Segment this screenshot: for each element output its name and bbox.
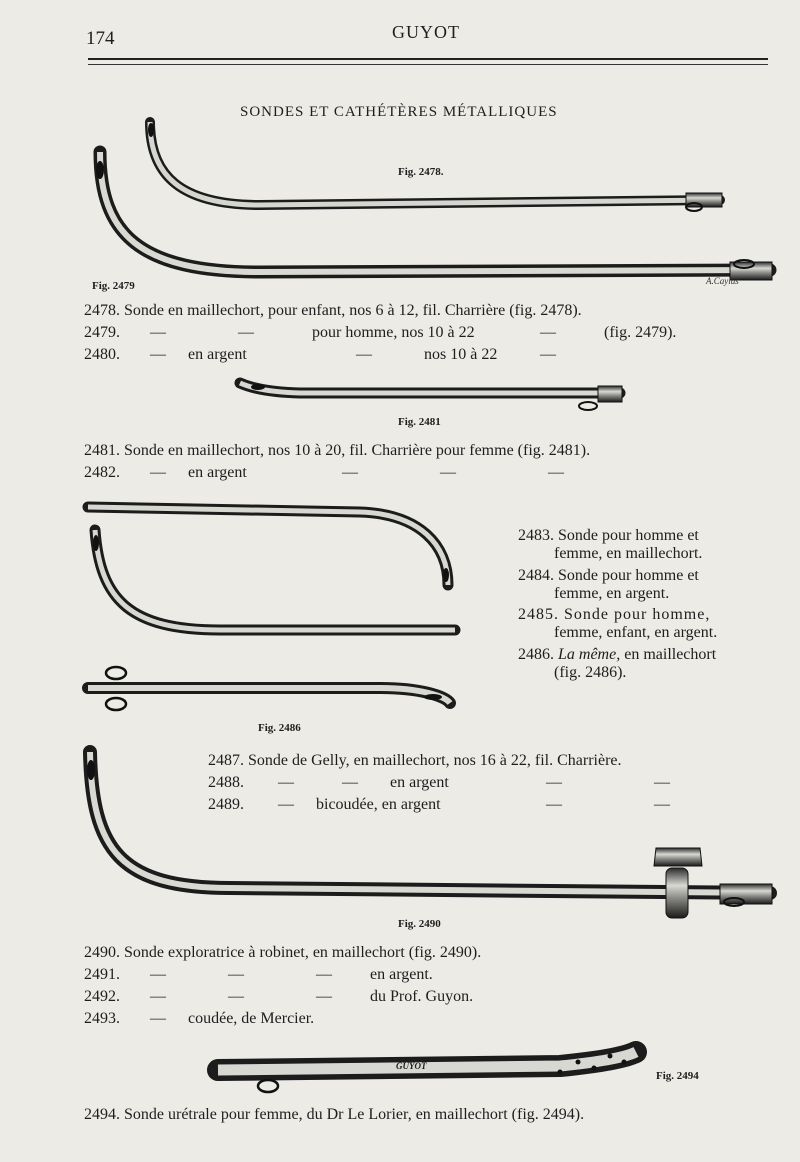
figure-caption-2486: Fig. 2486: [258, 722, 301, 734]
ditto-mark: —: [546, 796, 562, 813]
entry-text: du Prof. Guyon.: [370, 988, 474, 1005]
ditto-mark: —: [540, 346, 556, 363]
catalog-entry: [84, 1010, 120, 1028]
ditto-mark: —: [548, 464, 564, 481]
entry-number: 2491.: [84, 966, 120, 983]
ditto-mark: —: [150, 324, 166, 341]
ditto-mark: —: [654, 796, 670, 813]
entry-number: 2493.: [84, 1010, 120, 1027]
entry-text: femme, en maillechort.: [554, 545, 703, 562]
ditto-mark: —: [278, 796, 294, 813]
entry-number: 2485.: [518, 606, 559, 623]
entry-number: 2490.: [84, 944, 120, 961]
ditto-mark: —: [150, 464, 166, 481]
catheter-2484-image: [93, 530, 455, 630]
entry-number: 2482.: [84, 464, 120, 481]
entry-text: femme, enfant, en argent.: [554, 624, 718, 641]
ditto-mark: —: [356, 346, 372, 363]
entry-text: Sonde exploratrice à robinet, en maillechort (fig. 2490).: [124, 944, 482, 961]
entry-number: 2486.: [518, 646, 554, 663]
entry-text: pour homme, nos 10 à 22: [312, 324, 475, 341]
ditto-mark: —: [150, 346, 166, 363]
entry-number: 2494.: [84, 1106, 120, 1123]
catalog-entry: [84, 346, 120, 364]
ditto-mark: —: [150, 966, 166, 983]
ditto-mark: —: [540, 324, 556, 341]
catalog-entry: [208, 752, 622, 770]
entry-number: 2488.: [208, 774, 244, 791]
entry-text: (fig. 2486).: [554, 664, 627, 681]
entry-text: en maillechort: [620, 646, 717, 663]
catheter-2481-image: [240, 383, 622, 410]
ditto-mark: —: [342, 774, 358, 791]
entry-number: 2478.: [84, 302, 120, 319]
ditto-mark: —: [238, 324, 254, 341]
figure-caption-2478: Fig. 2478.: [398, 166, 444, 178]
catalog-entry: [518, 646, 716, 664]
entry-number: 2487.: [208, 752, 244, 769]
entry-text: en argent: [188, 464, 247, 481]
ditto-mark: —: [228, 966, 244, 983]
ditto-mark: —: [440, 464, 456, 481]
entry-text-italic: La même,: [558, 646, 621, 663]
ditto-mark: —: [150, 1010, 166, 1027]
ditto-mark: —: [546, 774, 562, 791]
figure-caption-2481: Fig. 2481: [398, 416, 441, 428]
catalog-entry: [518, 527, 699, 545]
catalog-entry: [518, 567, 699, 585]
entry-number: 2479.: [84, 324, 120, 341]
entry-text: Sonde pour homme et: [558, 527, 699, 544]
catalog-entry: [84, 1106, 584, 1124]
entry-number: 2492.: [84, 988, 120, 1005]
entry-text: en argent: [188, 346, 247, 363]
catalog-entry: [84, 442, 590, 460]
page-number: 174: [86, 28, 115, 49]
catheter-2486-image: [88, 667, 450, 710]
engraver-signature: A.Caylus: [706, 276, 739, 286]
entry-text: Sonde pour homme,: [564, 606, 711, 623]
entry-text: en argent: [390, 774, 449, 791]
entry-text: Sonde en maillechort, nos 10 à 20, fil. Charrière pour femme (fig. 2481).: [124, 442, 591, 459]
entry-text: Sonde en maillechort, pour enfant, nos 6 à 12, fil. Charrière (fig. 2478).: [124, 302, 582, 319]
catalog-entry: [84, 464, 120, 482]
figure-caption-2494: Fig. 2494: [656, 1070, 699, 1082]
catalog-entry: [84, 944, 481, 962]
entry-text: bicoudée, en argent: [316, 796, 441, 813]
entry-number: 2481.: [84, 442, 120, 459]
figure-caption-2490: Fig. 2490: [398, 918, 441, 930]
ditto-mark: —: [316, 966, 332, 983]
entry-text: femme, en argent.: [554, 585, 670, 602]
entry-text: Sonde pour homme et: [558, 567, 699, 584]
ditto-mark: —: [150, 988, 166, 1005]
running-head: GUYOT: [392, 22, 460, 42]
catheter-2494-image: [218, 1052, 636, 1092]
ditto-mark: —: [278, 774, 294, 791]
catalog-entry: [84, 988, 120, 1006]
ditto-mark: —: [342, 464, 358, 481]
entry-text: coudée, de Mercier.: [188, 1010, 315, 1027]
catalog-entry: [84, 302, 582, 320]
figure-caption-2479: Fig. 2479: [92, 280, 135, 292]
entry-number: 2489.: [208, 796, 244, 813]
ditto-mark: —: [316, 988, 332, 1005]
ditto-mark: —: [228, 988, 244, 1005]
catheter-2483-image: [88, 507, 449, 585]
catalog-entry: [518, 606, 710, 624]
catalog-entry: [84, 324, 120, 342]
catalog-entry: [84, 966, 120, 984]
entry-text: Sonde urétrale pour femme, du Dr Le Lorier, en maillechort (fig. 2494).: [124, 1106, 585, 1123]
entry-number: 2483.: [518, 527, 554, 544]
entry-number: 2480.: [84, 346, 120, 363]
entry-text: nos 10 à 22: [424, 346, 498, 363]
catalog-entry: [208, 774, 244, 792]
catalog-entry: [208, 796, 244, 814]
ditto-mark: —: [654, 774, 670, 791]
entry-text: en argent.: [370, 966, 433, 983]
section-title: SONDES ET CATHÉTÈRES MÉTALLIQUES: [240, 104, 558, 120]
entry-number: 2484.: [518, 567, 554, 584]
guyot-brand-mark: GUYOT: [396, 1061, 427, 1071]
entry-text: Sonde de Gelly, en maillechort, nos 16 à 22, fil. Charrière.: [248, 752, 622, 769]
entry-text: (fig. 2479).: [604, 324, 677, 341]
